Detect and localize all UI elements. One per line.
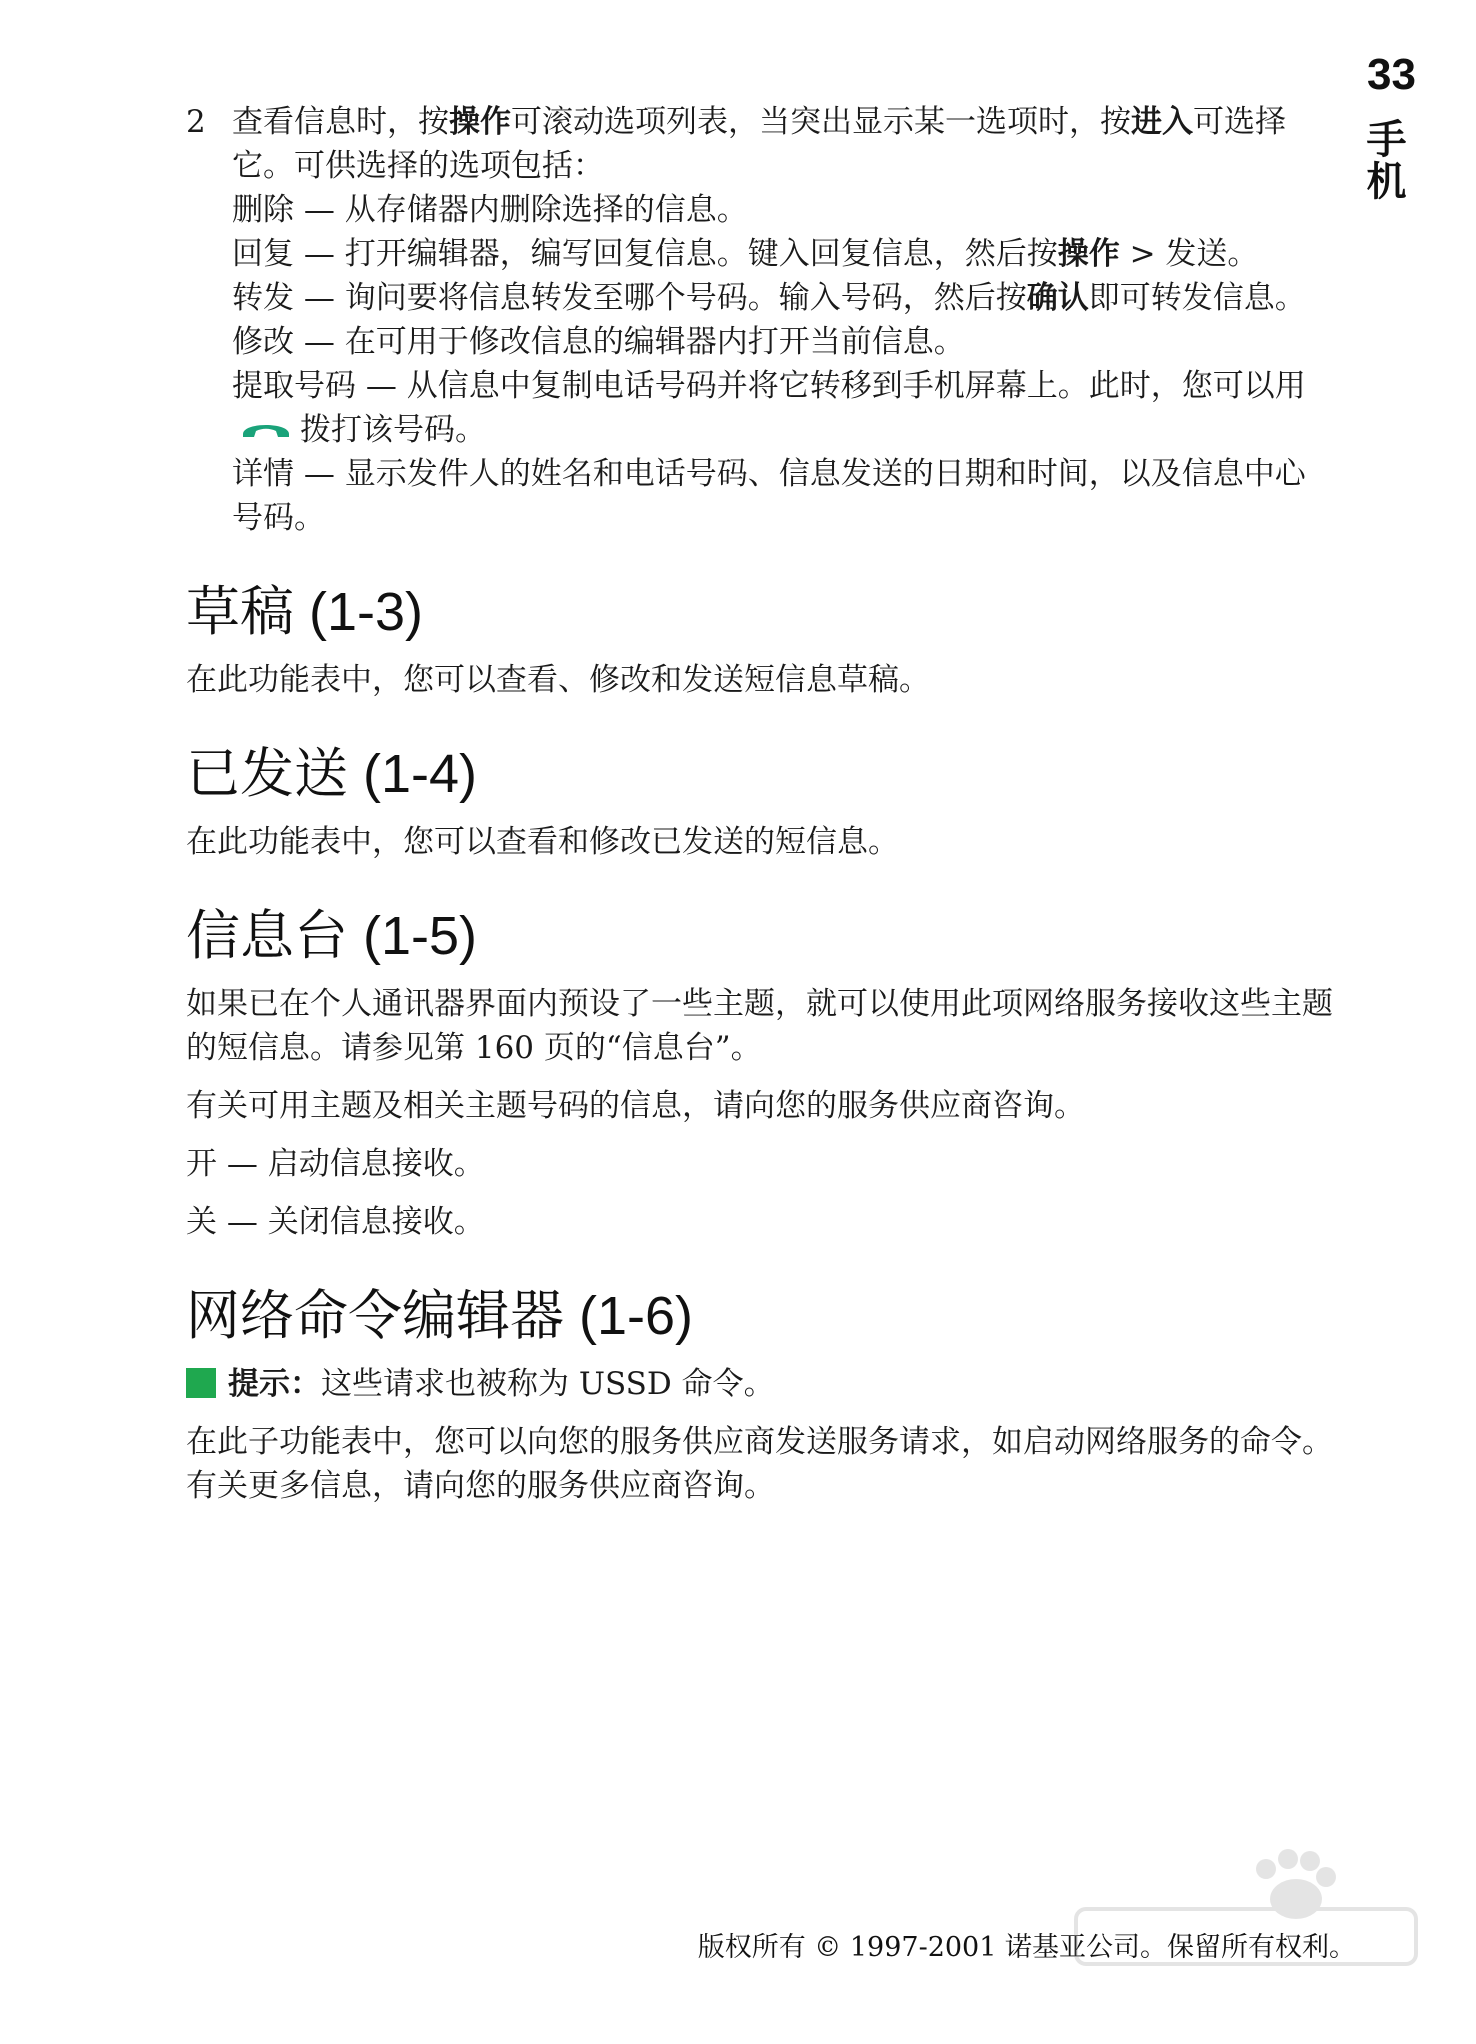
option-forward (232, 276, 1336, 320)
intro-text: 查看信息时，按 (232, 104, 449, 140)
option-desc: — 打开编辑器，编写回复信息。键入回复信息，然后按 (294, 236, 1058, 272)
option-on (186, 1142, 1336, 1186)
section-body-sent: 在此功能表中，您可以查看和修改已发送的短信息。 (186, 824, 899, 860)
page-content (186, 100, 1336, 1522)
tip-marker-icon (186, 1368, 216, 1398)
option-term: 关 (186, 1204, 217, 1240)
option-desc: — 从信息中复制电话号码并将它转移到手机屏幕上。此时，您可以用 (356, 368, 1306, 404)
option-delete (232, 188, 1336, 232)
option-desc: — 在可用于修改信息的编辑器内打开当前信息。 (294, 324, 965, 360)
tip-label: 提示： (228, 1366, 321, 1402)
confirm-key-label: 确认 (1026, 280, 1089, 316)
option-edit (232, 320, 1336, 364)
section-title-service-commands: 网络命令编辑器 (1-6) (186, 1286, 694, 1346)
option-off (186, 1200, 1336, 1244)
tip (186, 1362, 1336, 1406)
option-desc: — 询问要将信息转发至哪个号码。输入号码，然后按 (294, 280, 1027, 316)
step-intro (232, 100, 1336, 188)
section-body-cell-broadcast-2: 有关可用主题及相关主题号码的信息，请向您的服务供应商咨询。 (186, 1088, 1085, 1124)
intro-text: 可滚动选项列表，当突出显示某一选项时，按 (511, 104, 1131, 140)
option-desc: 拨打该号码。 (300, 412, 486, 448)
operate-key-label: 操作 (1057, 236, 1120, 272)
option-term: 修改 (232, 324, 294, 360)
page-number: 33 (1367, 50, 1416, 99)
option-term: 详情 (232, 456, 294, 492)
option-desc: 即可转发信息。 (1088, 280, 1306, 316)
enter-key-label: 进入 (1131, 104, 1193, 140)
option-desc: — 启动信息接收。 (217, 1146, 485, 1182)
option-reply (232, 232, 1336, 276)
option-term: 回复 (232, 236, 294, 272)
option-desc: > 发送。 (1119, 236, 1259, 272)
intro-text: 可选择它。可供选择的选项包括： (232, 104, 1286, 184)
section-body-cell-broadcast: 如果已在个人通讯器界面内预设了一些主题，就可以使用此项网络服务接收这些主题的短信息。请参见第 160 页的“信息台”。 (186, 986, 1333, 1066)
option-desc: — 显示发件人的姓名和电话号码、信息发送的日期和时间，以及信息中心号码。 (232, 456, 1306, 536)
option-details (232, 452, 1336, 540)
option-term: 开 (186, 1146, 217, 1182)
step-2 (186, 100, 1336, 540)
chapter-side-tab: 手机 (1360, 118, 1406, 202)
section-title-cell-broadcast: 信息台 (1-5) (186, 906, 478, 966)
tip-text: 这些请求也被称为 USSD 命令。 (321, 1366, 775, 1402)
option-term: 删除 (232, 192, 294, 228)
watermark-logo-icon (1056, 1839, 1436, 1989)
call-key-icon (240, 416, 292, 442)
option-term: 转发 (232, 280, 294, 316)
section-body-service-commands: 在此子功能表中，您可以向您的服务供应商发送服务请求，如启动网络服务的命令。有关更多信息，请向您的服务供应商咨询。 (186, 1424, 1333, 1504)
section-body-drafts: 在此功能表中，您可以查看、修改和发送短信息草稿。 (186, 662, 930, 698)
option-use-number (232, 364, 1336, 452)
step-number: 2 (186, 104, 206, 140)
option-desc: — 从存储器内删除选择的信息。 (294, 192, 748, 228)
option-term: 提取号码 (232, 368, 356, 404)
option-desc: — 关闭信息接收。 (217, 1204, 485, 1240)
copyright-footer: 版权所有 © 1997-2001 诺基亚公司。保留所有权利。 (697, 1932, 1356, 1963)
section-title-drafts: 草稿 (1-3) (186, 582, 424, 642)
section-title-sent: 已发送 (1-4) (186, 744, 478, 804)
operate-key-label: 操作 (449, 104, 511, 140)
